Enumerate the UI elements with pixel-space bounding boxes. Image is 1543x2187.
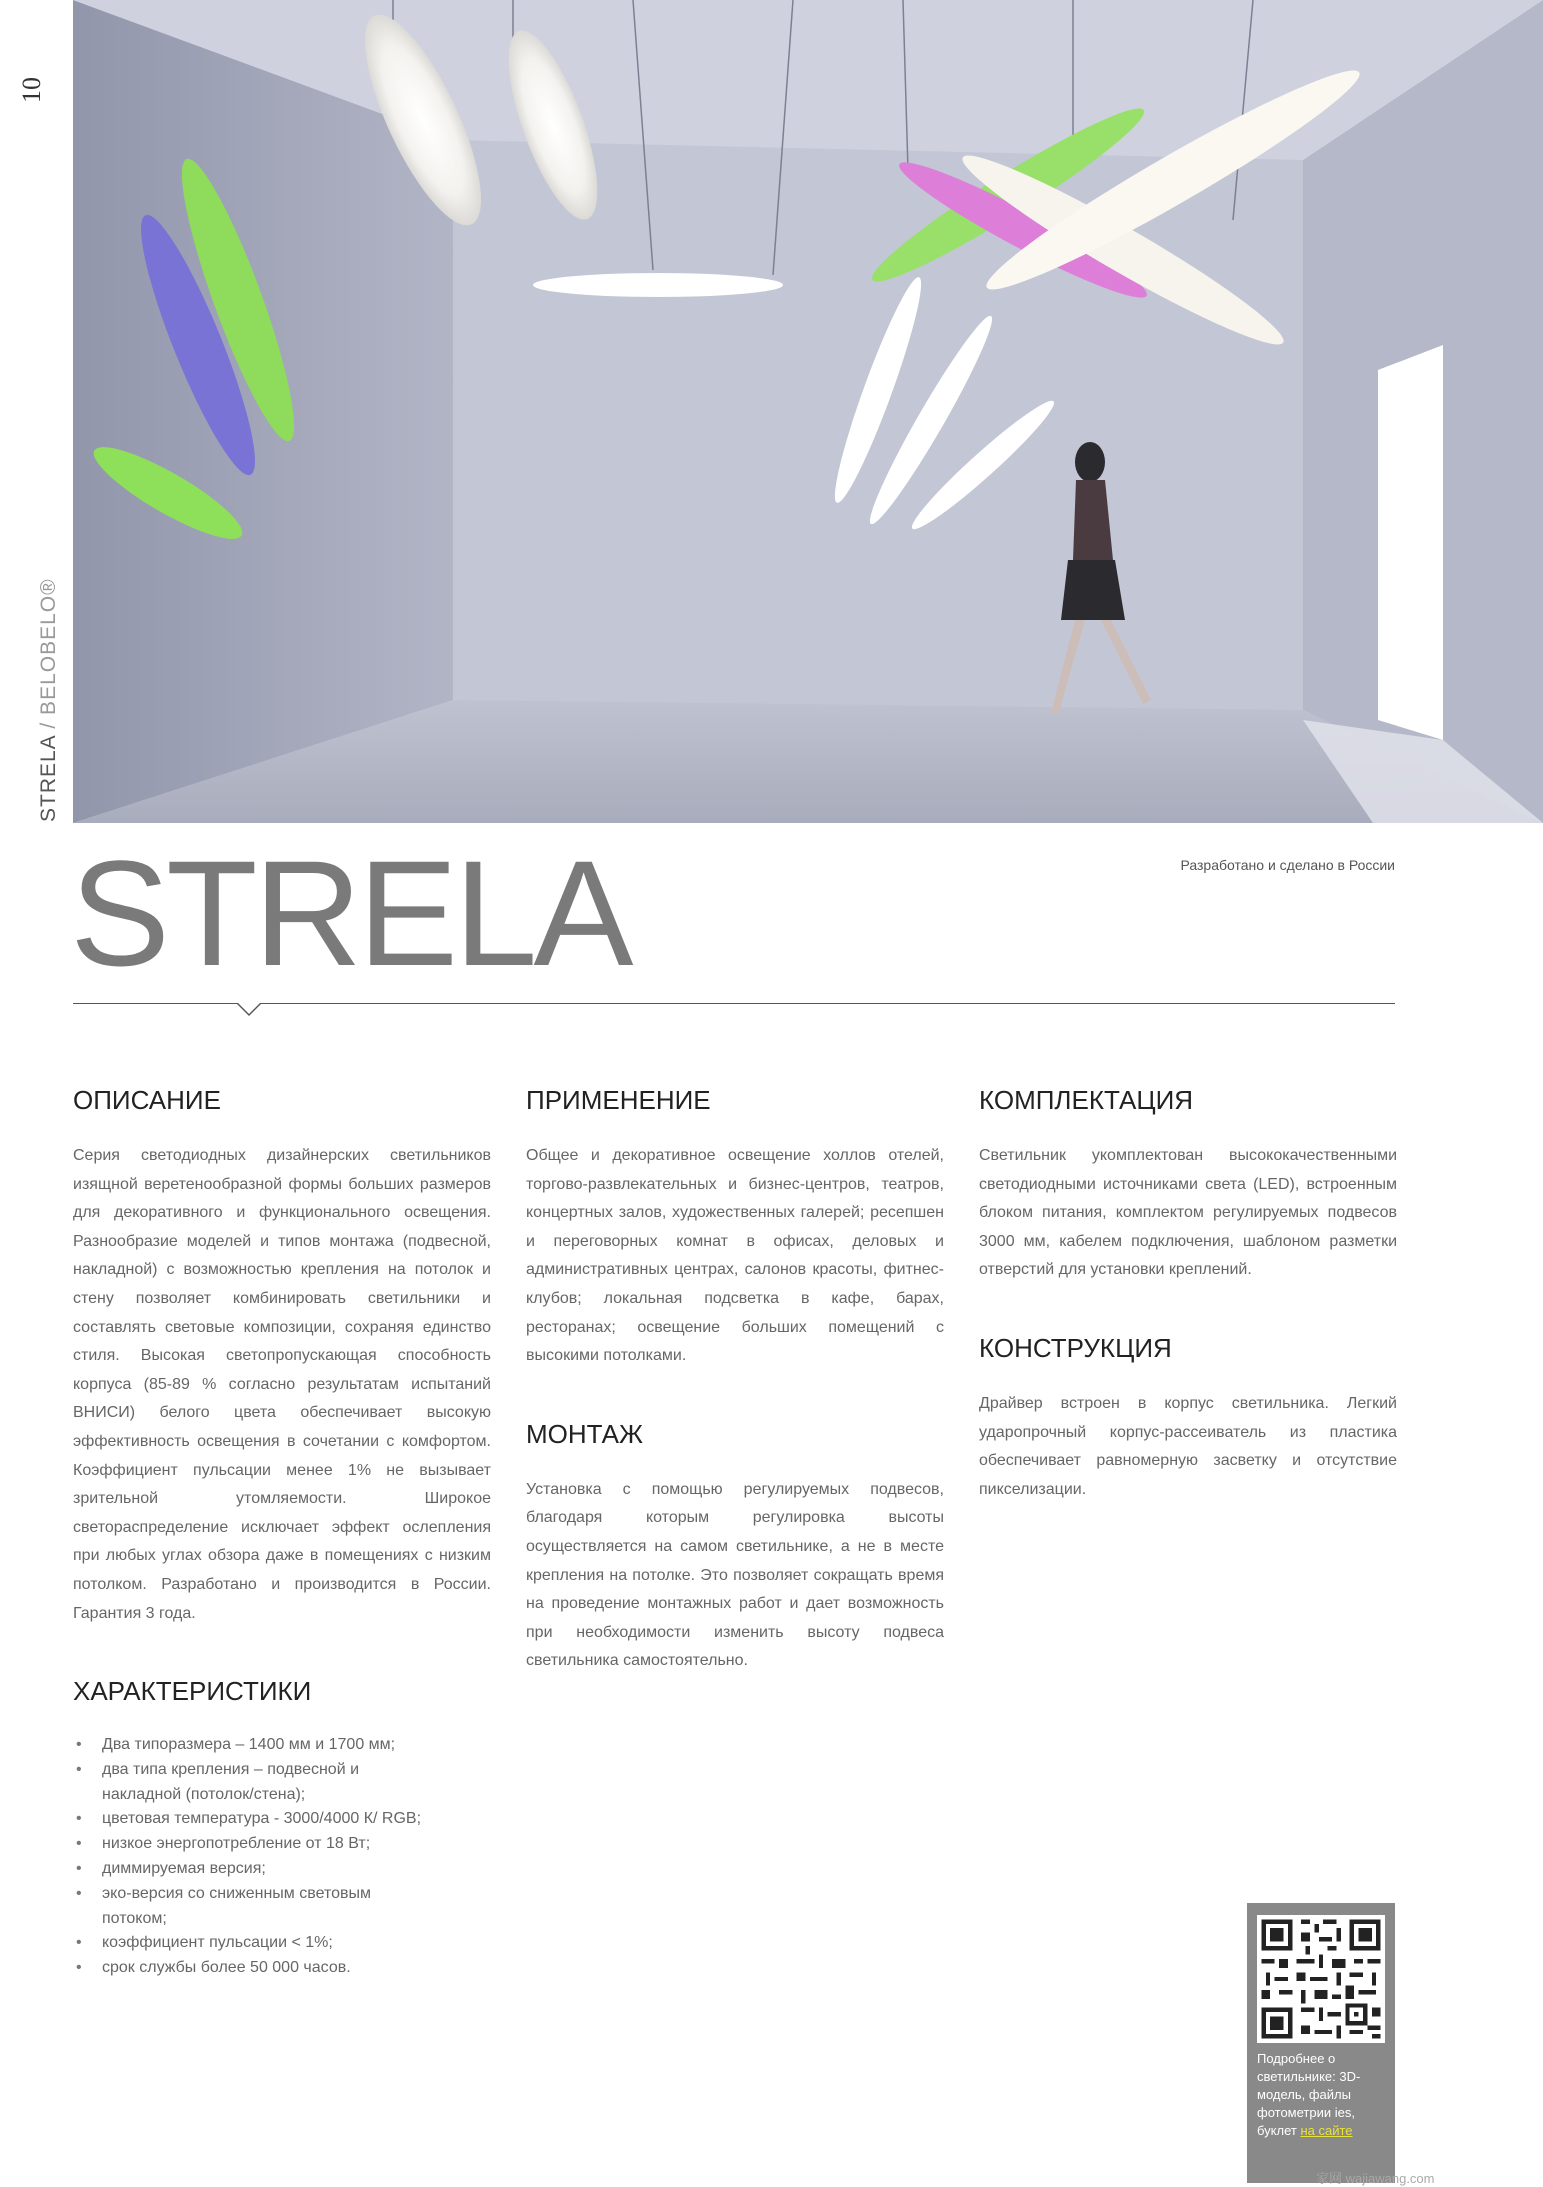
list-item: • эко-версия со сниженным световым потоком; (73, 1882, 433, 1932)
construction-text: Драйвер встроен в корпус светильника. Легкий ударопрочный корпус-рассеиватель из пластика обеспечивает равномерную засветку и отсутствие пикселизации. (979, 1394, 1397, 1498)
section-application (526, 1085, 944, 1371)
list-item: • цветовая температура - 3000/4000 К/ RGB; (73, 1807, 433, 1832)
page-number: 10 (17, 77, 46, 103)
construction-heading: КОНСТРУКЦИЯ (979, 1332, 1172, 1363)
application-text: Общее и декоративное освещение холлов отелей, торгово-развлекательных и бизнес-центров, театров, концертных залов, художественных галерей; ресепшен и переговорных комнат в офисах, деловых и административных центрах, салонов красоты, фитнес-клубов; локальная подсветка в кафе, барах, ресторанах; освещение больших помещений с высокими потолками. (526, 1147, 944, 1365)
application-heading: ПРИМЕНЕНИЕ (526, 1085, 711, 1115)
description-text: Серия светодиодных дизайнерских светильников изящной веретенообразной формы больших размеров для декоративного и функционального освещения. Разнообразие моделей и типов монтажа (подвесной, накладной) с возможностью крепления на потолок и стену позволяет комбинировать светильники и составлять световые композиции, сохраняя единство стиля. Высокая светопропускающая способность корпуса (85-89 % согласно результатам испытаний ВНИСИ) белого цвета обеспечивает высокую эффективность освещения в сочетании с комфортом. Коэффициент пульсации менее 1% не вызывает зрительной утомляемости. Широкое светораспределение исключает эффект ослепления при любых углах обзора даже в помещениях с низким потолком. Разработано и производится в России. Гарантия 3 года. (73, 1147, 491, 1622)
qr-caption-text: Подробнее о светильнике: 3D-модель, файлы фотометрии ies, буклет (1257, 2051, 1361, 2138)
qr-panel (1247, 1903, 1395, 2183)
list-item: • срок службы более 50 000 часов. (73, 1956, 433, 1981)
hero-photo (73, 0, 1543, 823)
list-item: • Два типоразмера – 1400 мм и 1700 мм; (73, 1733, 433, 1758)
made-in-russia: Разработано и сделано в России (1180, 857, 1395, 873)
characteristics-heading: ХАРАКТЕРИСТИКИ (73, 1676, 312, 1707)
side-brand-separator: / (37, 714, 60, 736)
description-heading: ОПИСАНИЕ (73, 1085, 221, 1115)
list-item: • коэффициент пульсации < 1%; (73, 1931, 433, 1956)
qr-caption (1257, 2050, 1389, 2140)
characteristics-list (73, 1733, 433, 1981)
side-brand-name: BELOBELO® (37, 578, 60, 715)
mounting-text: Установка с помощью регулируемых подвесов, благодаря которым регулировка высоты осуществляется на самом светильнике, а не в месте крепления на потолке. Это позволяет сокращать время на проведение монтажных работ и дает возможность при необходимости изменить высоту подвеса светильника самостоятельно. (526, 1480, 944, 1670)
title-divider-notch (236, 1003, 262, 1016)
section-description (73, 1085, 491, 1628)
kit-text: Светильник укомплектован высококачественными светодиодными источниками света (LED), встроенным блоком питания, комплектом регулируемых подвесов 3000 мм, кабелем подключения, шаблоном разметки отверстий для установки креплений. (979, 1147, 1397, 1279)
section-kit (979, 1085, 1397, 1285)
side-brand-product: STRELA (37, 735, 60, 822)
qr-code-icon[interactable] (1257, 1915, 1385, 2043)
page-title: STRELA (70, 829, 630, 997)
section-mounting (526, 1419, 944, 1676)
kit-heading: КОМПЛЕКТАЦИЯ (979, 1085, 1194, 1115)
title-divider (73, 1003, 1395, 1004)
column-left (73, 1085, 491, 2029)
section-construction (979, 1333, 1397, 1504)
watermark: 家网 wajiawang.com (1316, 2171, 1435, 2186)
column-middle (526, 1085, 944, 1724)
list-item: • диммируемая версия; (73, 1857, 433, 1882)
mounting-heading: МОНТАЖ (526, 1418, 644, 1449)
list-item: • два типа крепления – подвесной и накладной (потолок/стена); (73, 1758, 433, 1808)
list-item: • низкое энергопотребление от 18 Вт; (73, 1832, 433, 1857)
section-characteristics (73, 1676, 491, 1981)
column-right (979, 1085, 1397, 1552)
hero-room-illustration (73, 0, 1543, 823)
side-brand (37, 578, 61, 822)
qr-site-link[interactable]: на сайте (1300, 2123, 1353, 2138)
